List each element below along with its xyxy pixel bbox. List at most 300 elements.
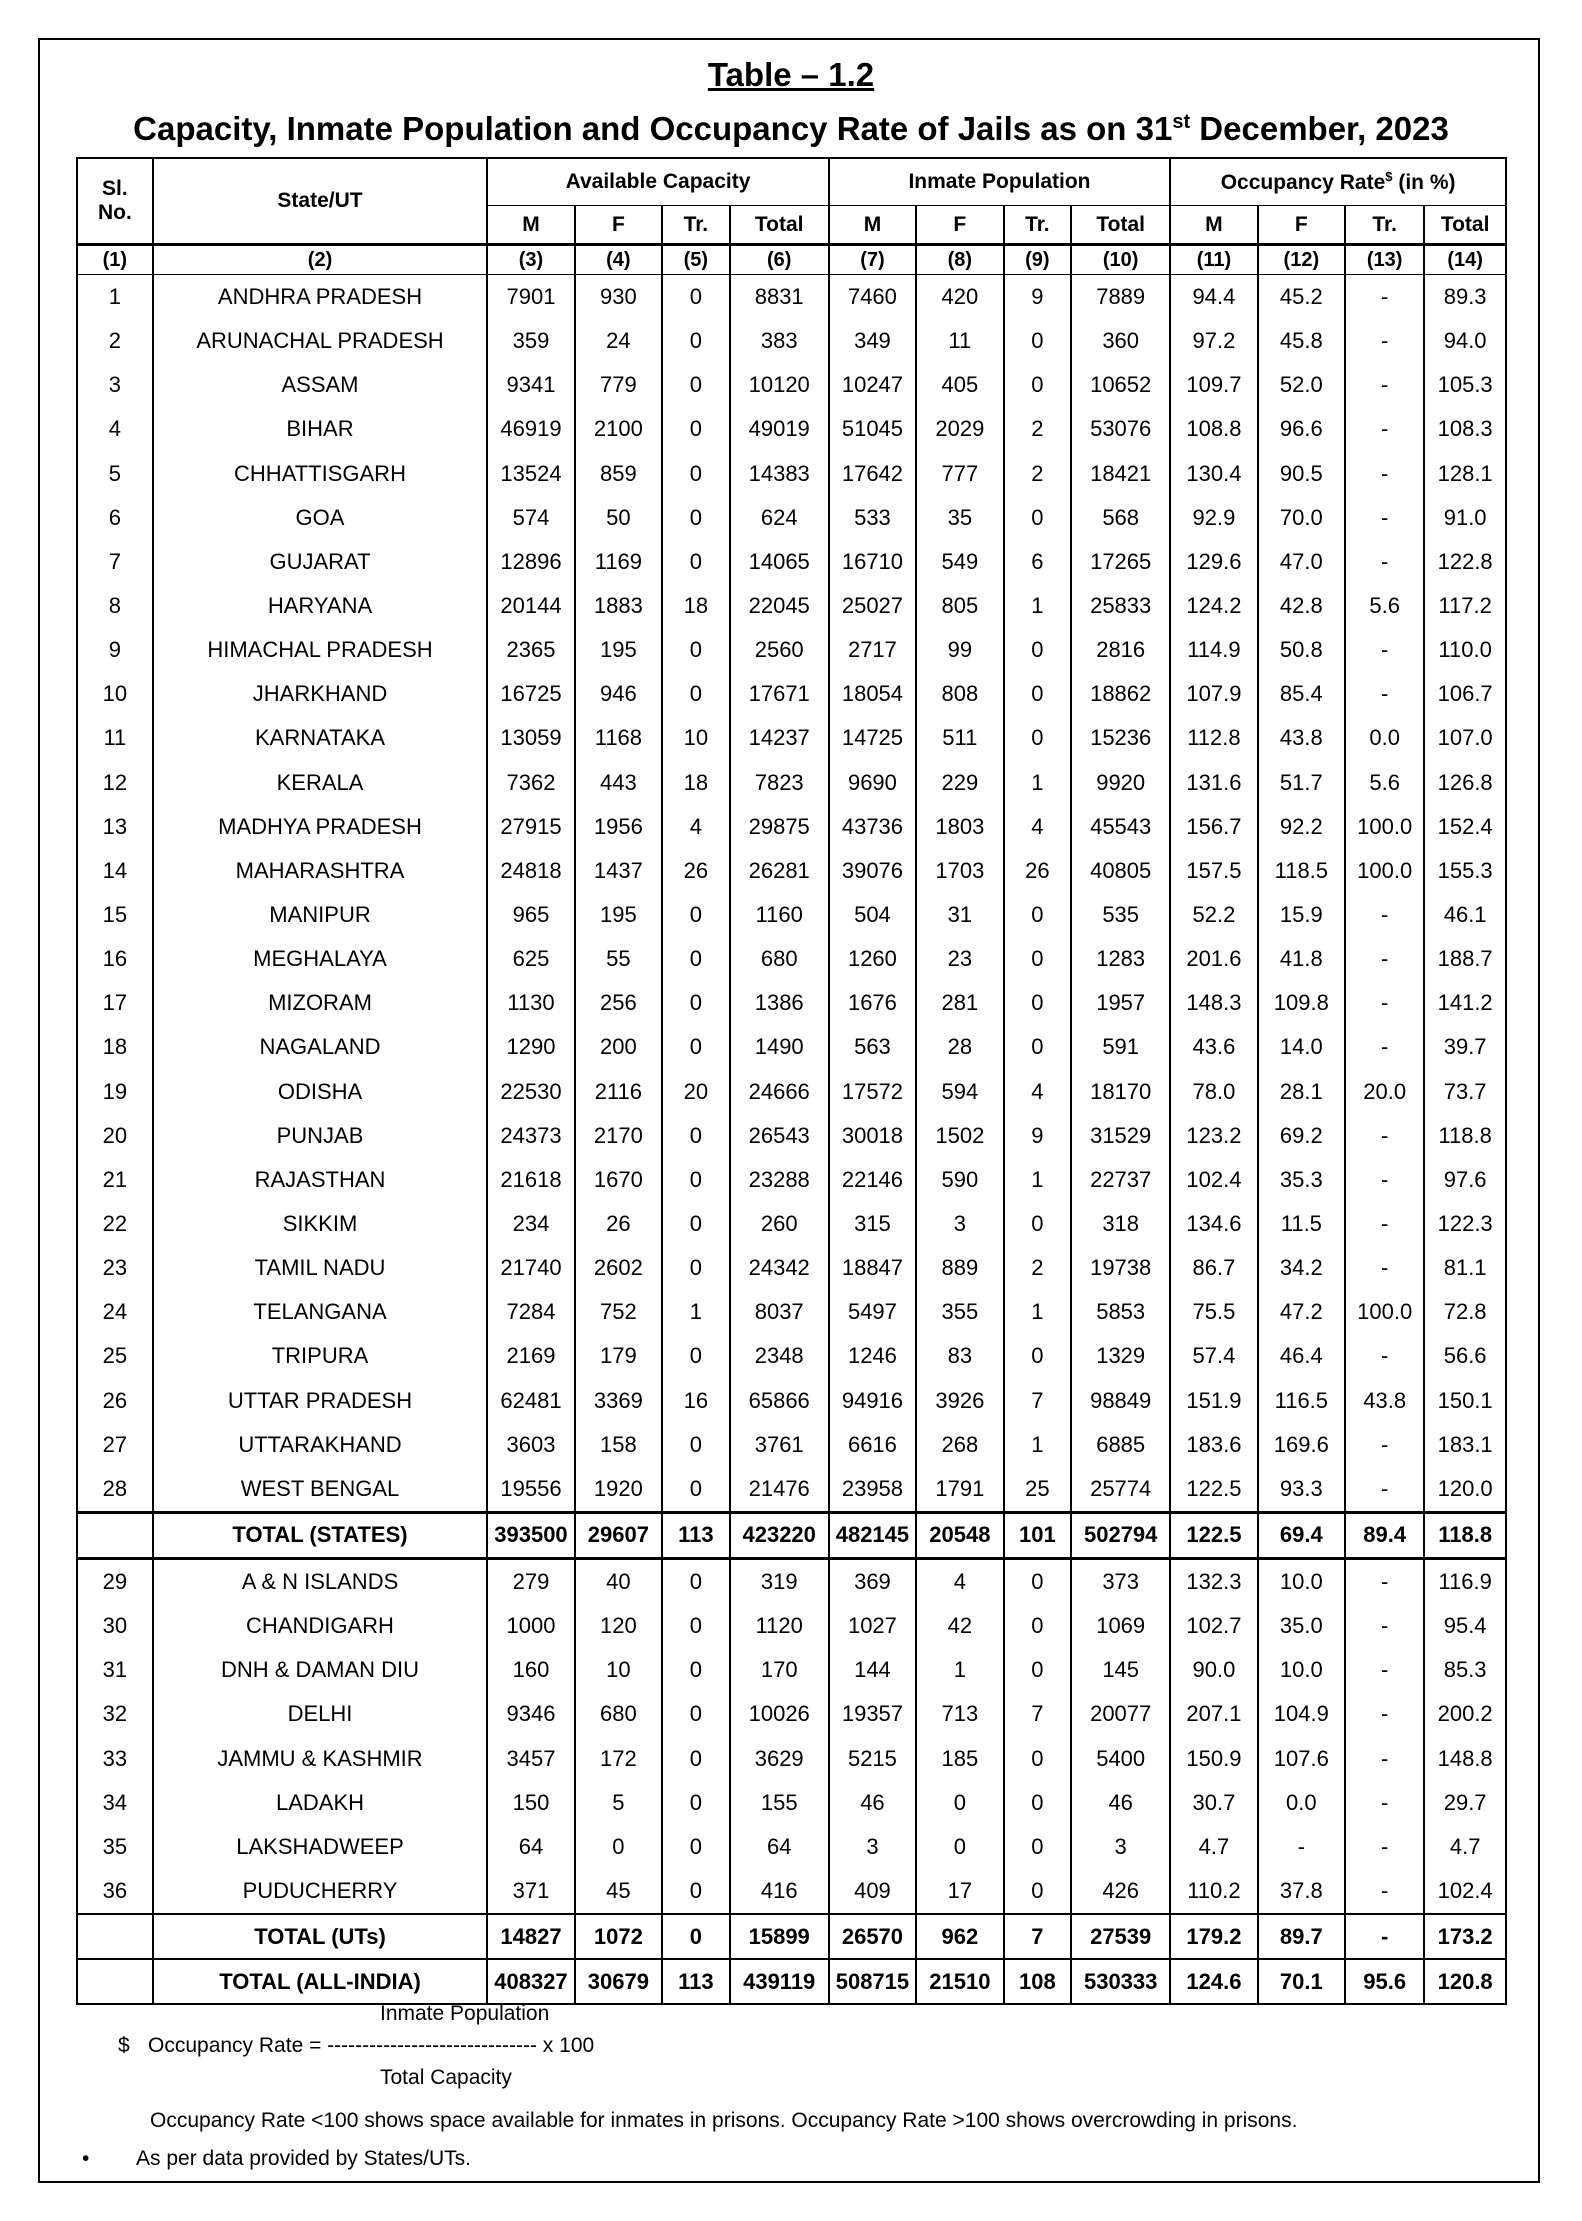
value-cell: 17265 — [1071, 540, 1170, 584]
value-cell: 1502 — [916, 1114, 1003, 1158]
value-cell: 52.2 — [1170, 893, 1257, 937]
value-cell: 201.6 — [1170, 937, 1257, 981]
value-cell: 148.8 — [1424, 1737, 1506, 1781]
value-cell: 45.8 — [1258, 319, 1345, 363]
value-cell: 383 — [730, 319, 829, 363]
table-row — [77, 1825, 1506, 1869]
value-cell: 24666 — [730, 1070, 829, 1114]
value-cell: 0 — [662, 937, 730, 981]
value-cell: 369 — [829, 1558, 916, 1604]
value-cell: 55 — [575, 937, 662, 981]
value-cell: 502794 — [1071, 1512, 1170, 1558]
value-cell: 65866 — [730, 1379, 829, 1423]
value-cell: 1 — [662, 1290, 730, 1334]
value-cell: 359 — [487, 319, 574, 363]
value-cell: 5400 — [1071, 1737, 1170, 1781]
value-cell: 2365 — [487, 628, 574, 672]
table-row — [77, 363, 1506, 407]
value-cell: 57.4 — [1170, 1334, 1257, 1378]
value-cell: 8037 — [730, 1290, 829, 1334]
sl-no-cell: 22 — [77, 1202, 153, 1246]
value-cell: 83 — [916, 1334, 1003, 1378]
sl-no-cell: 27 — [77, 1423, 153, 1467]
value-cell: 124.2 — [1170, 584, 1257, 628]
value-cell: 117.2 — [1424, 584, 1506, 628]
value-cell: 1676 — [829, 981, 916, 1025]
sl-no-cell: 26 — [77, 1379, 153, 1423]
value-cell: 35 — [916, 496, 1003, 540]
sl-no-cell: 2 — [77, 319, 153, 363]
value-cell: - — [1345, 937, 1424, 981]
value-cell: 5.6 — [1345, 761, 1424, 805]
value-cell: - — [1345, 1246, 1424, 1290]
table-row — [77, 496, 1506, 540]
value-cell: 0 — [1004, 496, 1072, 540]
sl-no-cell: 28 — [77, 1467, 153, 1513]
sl-no-cell: 5 — [77, 452, 153, 496]
value-cell: 22737 — [1071, 1158, 1170, 1202]
value-cell: 10.0 — [1258, 1558, 1345, 1604]
value-cell: 26281 — [730, 849, 829, 893]
subheader-cell: M — [487, 206, 574, 245]
value-cell: 625 — [487, 937, 574, 981]
state-name-cell: MAHARASHTRA — [153, 849, 488, 893]
value-cell: 533 — [829, 496, 916, 540]
value-cell: 568 — [1071, 496, 1170, 540]
value-cell: 141.2 — [1424, 981, 1506, 1025]
column-number-cell: (8) — [916, 245, 1003, 275]
sl-no-cell — [77, 1914, 153, 1959]
table-row — [77, 1202, 1506, 1246]
value-cell: 777 — [916, 452, 1003, 496]
column-number-cell: (10) — [1071, 245, 1170, 275]
sl-no-cell: 13 — [77, 805, 153, 849]
value-cell: 26570 — [829, 1914, 916, 1959]
value-cell: 20077 — [1071, 1692, 1170, 1736]
value-cell: 21510 — [916, 1959, 1003, 2004]
value-cell: 46.4 — [1258, 1334, 1345, 1378]
value-cell: 150 — [487, 1781, 574, 1825]
value-cell: 1 — [1004, 761, 1072, 805]
column-number-cell: (5) — [662, 245, 730, 275]
value-cell: 318 — [1071, 1202, 1170, 1246]
value-cell: 2348 — [730, 1334, 829, 1378]
value-cell: - — [1345, 1781, 1424, 1825]
value-cell: 49019 — [730, 407, 829, 451]
value-cell: 416 — [730, 1869, 829, 1914]
value-cell: 511 — [916, 716, 1003, 760]
sl-no-cell: 7 — [77, 540, 153, 584]
state-name-cell: TOTAL (UTs) — [153, 1914, 488, 1959]
value-cell: - — [1345, 1114, 1424, 1158]
subheader-cell: Tr. — [662, 206, 730, 245]
value-cell: 9346 — [487, 1692, 574, 1736]
value-cell: 46.1 — [1424, 893, 1506, 937]
value-cell: 2116 — [575, 1070, 662, 1114]
value-cell: 7284 — [487, 1290, 574, 1334]
value-cell: 21476 — [730, 1467, 829, 1513]
value-cell: 1883 — [575, 584, 662, 628]
value-cell: 0 — [662, 1692, 730, 1736]
value-cell: 1490 — [730, 1025, 829, 1069]
state-name-cell: MADHYA PRADESH — [153, 805, 488, 849]
state-name-cell: DNH & DAMAN DIU — [153, 1648, 488, 1692]
value-cell: 200.2 — [1424, 1692, 1506, 1736]
value-cell: - — [1345, 1825, 1424, 1869]
value-cell: 680 — [730, 937, 829, 981]
value-cell: - — [1345, 1692, 1424, 1736]
value-cell: 779 — [575, 363, 662, 407]
value-cell: 0 — [662, 1869, 730, 1914]
value-cell: 120 — [575, 1604, 662, 1648]
value-cell: 2 — [1004, 407, 1072, 451]
value-cell: - — [1345, 1467, 1424, 1513]
value-cell: 946 — [575, 672, 662, 716]
value-cell: 319 — [730, 1558, 829, 1604]
state-name-cell: KERALA — [153, 761, 488, 805]
value-cell: 5497 — [829, 1290, 916, 1334]
table-row — [77, 1158, 1506, 1202]
value-cell: 10120 — [730, 363, 829, 407]
value-cell: 482145 — [829, 1512, 916, 1558]
value-cell: 9 — [1004, 275, 1072, 320]
value-cell: 0 — [1004, 1202, 1072, 1246]
value-cell: 78.0 — [1170, 1070, 1257, 1114]
value-cell: 124.6 — [1170, 1959, 1257, 2004]
sl-no-cell: 11 — [77, 716, 153, 760]
state-name-cell: PUNJAB — [153, 1114, 488, 1158]
value-cell: 3 — [829, 1825, 916, 1869]
value-cell: 0 — [662, 893, 730, 937]
value-cell: 23288 — [730, 1158, 829, 1202]
value-cell: 51045 — [829, 407, 916, 451]
value-cell: - — [1345, 1202, 1424, 1246]
sl-no-cell: 10 — [77, 672, 153, 716]
value-cell: 107.0 — [1424, 716, 1506, 760]
occupancy-note: Occupancy Rate <100 shows space available for inmates in prisons. Occupancy Rate >100 shows overcrowding in prisons. — [150, 2109, 1298, 2132]
value-cell: 24 — [575, 319, 662, 363]
total-row — [77, 1914, 1506, 1959]
value-cell: 94.4 — [1170, 275, 1257, 320]
value-cell: 30018 — [829, 1114, 916, 1158]
state-name-cell: TAMIL NADU — [153, 1246, 488, 1290]
value-cell: 123.2 — [1170, 1114, 1257, 1158]
source-note: • As per data provided by States/UTs. — [82, 2147, 472, 2170]
value-cell: 160 — [487, 1648, 574, 1692]
value-cell: 5215 — [829, 1737, 916, 1781]
header-inmate-population: Inmate Population — [829, 158, 1170, 206]
value-cell: 14.0 — [1258, 1025, 1345, 1069]
value-cell: 104.9 — [1258, 1692, 1345, 1736]
value-cell: - — [1345, 319, 1424, 363]
value-cell: 1329 — [1071, 1334, 1170, 1378]
state-name-cell: LADAKH — [153, 1781, 488, 1825]
value-cell: 13059 — [487, 716, 574, 760]
value-cell: - — [1345, 628, 1424, 672]
value-cell: 20.0 — [1345, 1070, 1424, 1114]
value-cell: 75.5 — [1170, 1290, 1257, 1334]
formula-numerator: Inmate Population — [380, 2002, 550, 2025]
value-cell: - — [1345, 1737, 1424, 1781]
formula-denominator: Total Capacity — [380, 2066, 512, 2089]
value-cell: 102.4 — [1170, 1158, 1257, 1202]
sl-no-cell: 31 — [77, 1648, 153, 1692]
value-cell: 0 — [1004, 1558, 1072, 1604]
value-cell: 108 — [1004, 1959, 1072, 2004]
value-cell: 45543 — [1071, 805, 1170, 849]
value-cell: 859 — [575, 452, 662, 496]
bullet-icon: • — [82, 2147, 90, 2170]
value-cell: 110.2 — [1170, 1869, 1257, 1914]
value-cell: 0 — [662, 628, 730, 672]
value-cell: 624 — [730, 496, 829, 540]
value-cell: 4 — [916, 1558, 1003, 1604]
value-cell: 183.1 — [1424, 1423, 1506, 1467]
value-cell: 170 — [730, 1648, 829, 1692]
value-cell: 122.8 — [1424, 540, 1506, 584]
subheader-cell: M — [1170, 206, 1257, 245]
value-cell: - — [1345, 1158, 1424, 1202]
value-cell: 1246 — [829, 1334, 916, 1378]
state-name-cell: GUJARAT — [153, 540, 488, 584]
state-name-cell: NAGALAND — [153, 1025, 488, 1069]
table-row — [77, 1334, 1506, 1378]
value-cell: 152.4 — [1424, 805, 1506, 849]
value-cell: 0 — [1004, 981, 1072, 1025]
value-cell: 594 — [916, 1070, 1003, 1114]
value-cell: 42.8 — [1258, 584, 1345, 628]
value-cell: 47.0 — [1258, 540, 1345, 584]
value-cell: - — [1345, 540, 1424, 584]
value-cell: 108.8 — [1170, 407, 1257, 451]
value-cell: - — [1345, 1869, 1424, 1914]
value-cell: 7 — [1004, 1914, 1072, 1959]
value-cell: 1791 — [916, 1467, 1003, 1513]
state-name-cell: TRIPURA — [153, 1334, 488, 1378]
value-cell: 4 — [662, 805, 730, 849]
state-name-cell: JAMMU & KASHMIR — [153, 1737, 488, 1781]
state-name-cell: KARNATAKA — [153, 716, 488, 760]
table-row — [77, 1467, 1506, 1513]
sl-no-cell: 24 — [77, 1290, 153, 1334]
value-cell: 1703 — [916, 849, 1003, 893]
value-cell: 1283 — [1071, 937, 1170, 981]
total-row — [77, 1512, 1506, 1558]
value-cell: 70.0 — [1258, 496, 1345, 540]
sl-no-cell: 29 — [77, 1558, 153, 1604]
value-cell: 0 — [662, 1604, 730, 1648]
value-cell: 530333 — [1071, 1959, 1170, 2004]
value-cell: 15899 — [730, 1914, 829, 1959]
value-cell: 439119 — [730, 1959, 829, 2004]
value-cell: 10 — [575, 1648, 662, 1692]
value-cell: 11.5 — [1258, 1202, 1345, 1246]
value-cell: 18862 — [1071, 672, 1170, 716]
value-cell: 1803 — [916, 805, 1003, 849]
value-cell: 43.8 — [1345, 1379, 1424, 1423]
sl-no-cell: 25 — [77, 1334, 153, 1378]
value-cell: 37.8 — [1258, 1869, 1345, 1914]
sl-no-cell: 19 — [77, 1070, 153, 1114]
value-cell: 145 — [1071, 1648, 1170, 1692]
table-row — [77, 672, 1506, 716]
sl-no-cell: 36 — [77, 1869, 153, 1914]
table-row — [77, 761, 1506, 805]
value-cell: 7 — [1004, 1379, 1072, 1423]
value-cell: 0 — [1004, 893, 1072, 937]
value-cell: 195 — [575, 628, 662, 672]
value-cell: 0 — [662, 1648, 730, 1692]
sl-no-cell: 3 — [77, 363, 153, 407]
state-name-cell: DELHI — [153, 1692, 488, 1736]
sl-no-cell: 14 — [77, 849, 153, 893]
value-cell: 183.6 — [1170, 1423, 1257, 1467]
value-cell: 108.3 — [1424, 407, 1506, 451]
sl-no-cell: 21 — [77, 1158, 153, 1202]
value-cell: 50.8 — [1258, 628, 1345, 672]
value-cell: 0 — [662, 275, 730, 320]
value-cell: 25027 — [829, 584, 916, 628]
value-cell: 56.6 — [1424, 1334, 1506, 1378]
subheader-cell: Total — [1071, 206, 1170, 245]
value-cell: 20144 — [487, 584, 574, 628]
state-name-cell: CHANDIGARH — [153, 1604, 488, 1648]
value-cell: 90.0 — [1170, 1648, 1257, 1692]
value-cell: 45 — [575, 1869, 662, 1914]
value-cell: 1120 — [730, 1604, 829, 1648]
value-cell: 1160 — [730, 893, 829, 937]
value-cell: 91.0 — [1424, 496, 1506, 540]
value-cell: 19556 — [487, 1467, 574, 1513]
value-cell: 18170 — [1071, 1070, 1170, 1114]
value-cell: 2560 — [730, 628, 829, 672]
value-cell: 144 — [829, 1648, 916, 1692]
value-cell: 373 — [1071, 1558, 1170, 1604]
value-cell: 2602 — [575, 1246, 662, 1290]
subheader-cell: M — [829, 206, 916, 245]
sl-no-cell: 34 — [77, 1781, 153, 1825]
table-row — [77, 407, 1506, 451]
sl-no-cell: 20 — [77, 1114, 153, 1158]
table-row — [77, 540, 1506, 584]
value-cell: 179 — [575, 1334, 662, 1378]
sl-no-cell: 6 — [77, 496, 153, 540]
value-cell: 2169 — [487, 1334, 574, 1378]
value-cell: 0 — [662, 407, 730, 451]
value-cell: - — [1345, 496, 1424, 540]
value-cell: 0 — [662, 363, 730, 407]
value-cell: 0 — [1004, 1869, 1072, 1914]
value-cell: 95.6 — [1345, 1959, 1424, 2004]
value-cell: 10652 — [1071, 363, 1170, 407]
table-row — [77, 1070, 1506, 1114]
value-cell: 8831 — [730, 275, 829, 320]
value-cell: 113 — [662, 1512, 730, 1558]
value-cell: 99 — [916, 628, 1003, 672]
header-occupancy-rate: Occupancy Rate$ (in %) — [1170, 158, 1506, 206]
value-cell: 101 — [1004, 1512, 1072, 1558]
value-cell: 3 — [916, 1202, 1003, 1246]
value-cell: 16710 — [829, 540, 916, 584]
value-cell: 112.8 — [1170, 716, 1257, 760]
value-cell: 408327 — [487, 1959, 574, 2004]
table-row — [77, 1781, 1506, 1825]
state-name-cell: ARUNACHAL PRADESH — [153, 319, 488, 363]
sl-no-cell: 30 — [77, 1604, 153, 1648]
table-row — [77, 275, 1506, 320]
value-cell: - — [1345, 893, 1424, 937]
state-name-cell: WEST BENGAL — [153, 1467, 488, 1513]
value-cell: 1920 — [575, 1467, 662, 1513]
value-cell: 7460 — [829, 275, 916, 320]
value-cell: 131.6 — [1170, 761, 1257, 805]
sl-no-cell: 15 — [77, 893, 153, 937]
value-cell: 0 — [662, 1025, 730, 1069]
value-cell: 158 — [575, 1423, 662, 1467]
state-name-cell: HIMACHAL PRADESH — [153, 628, 488, 672]
column-number-cell: (12) — [1258, 245, 1345, 275]
value-cell: 118.8 — [1424, 1512, 1506, 1558]
value-cell: 14237 — [730, 716, 829, 760]
value-cell: 20548 — [916, 1512, 1003, 1558]
value-cell: 2816 — [1071, 628, 1170, 672]
value-cell: 64 — [487, 1825, 574, 1869]
value-cell: 86.7 — [1170, 1246, 1257, 1290]
value-cell: 409 — [829, 1869, 916, 1914]
value-cell: - — [1345, 1604, 1424, 1648]
value-cell: 116.9 — [1424, 1558, 1506, 1604]
value-cell: 808 — [916, 672, 1003, 716]
value-cell: 2100 — [575, 407, 662, 451]
value-cell: 148.3 — [1170, 981, 1257, 1025]
table-row — [77, 937, 1506, 981]
value-cell: 6616 — [829, 1423, 916, 1467]
value-cell: 94.0 — [1424, 319, 1506, 363]
value-cell: 107.6 — [1258, 1737, 1345, 1781]
table-row — [77, 981, 1506, 1025]
value-cell: 128.1 — [1424, 452, 1506, 496]
value-cell: 150.9 — [1170, 1737, 1257, 1781]
value-cell: 14827 — [487, 1914, 574, 1959]
header-state: State/UT — [153, 158, 488, 245]
value-cell: 207.1 — [1170, 1692, 1257, 1736]
column-number-cell: (13) — [1345, 245, 1424, 275]
value-cell: 4.7 — [1170, 1825, 1257, 1869]
value-cell: 0 — [1004, 628, 1072, 672]
value-cell: 47.2 — [1258, 1290, 1345, 1334]
value-cell: 1290 — [487, 1025, 574, 1069]
value-cell: 12896 — [487, 540, 574, 584]
value-cell: 0 — [662, 319, 730, 363]
value-cell: 9690 — [829, 761, 916, 805]
value-cell: 130.4 — [1170, 452, 1257, 496]
sl-no-cell: 23 — [77, 1246, 153, 1290]
value-cell: 1000 — [487, 1604, 574, 1648]
value-cell: 102.7 — [1170, 1604, 1257, 1648]
value-cell: 126.8 — [1424, 761, 1506, 805]
value-cell: 17642 — [829, 452, 916, 496]
value-cell: 0 — [662, 1825, 730, 1869]
state-name-cell: LAKSHADWEEP — [153, 1825, 488, 1869]
value-cell: 16725 — [487, 672, 574, 716]
table-row — [77, 1692, 1506, 1736]
value-cell: 17671 — [730, 672, 829, 716]
value-cell: - — [1345, 1558, 1424, 1604]
value-cell: 0 — [662, 452, 730, 496]
value-cell: 19357 — [829, 1692, 916, 1736]
value-cell: 89.4 — [1345, 1512, 1424, 1558]
sl-no-cell — [77, 1512, 153, 1558]
